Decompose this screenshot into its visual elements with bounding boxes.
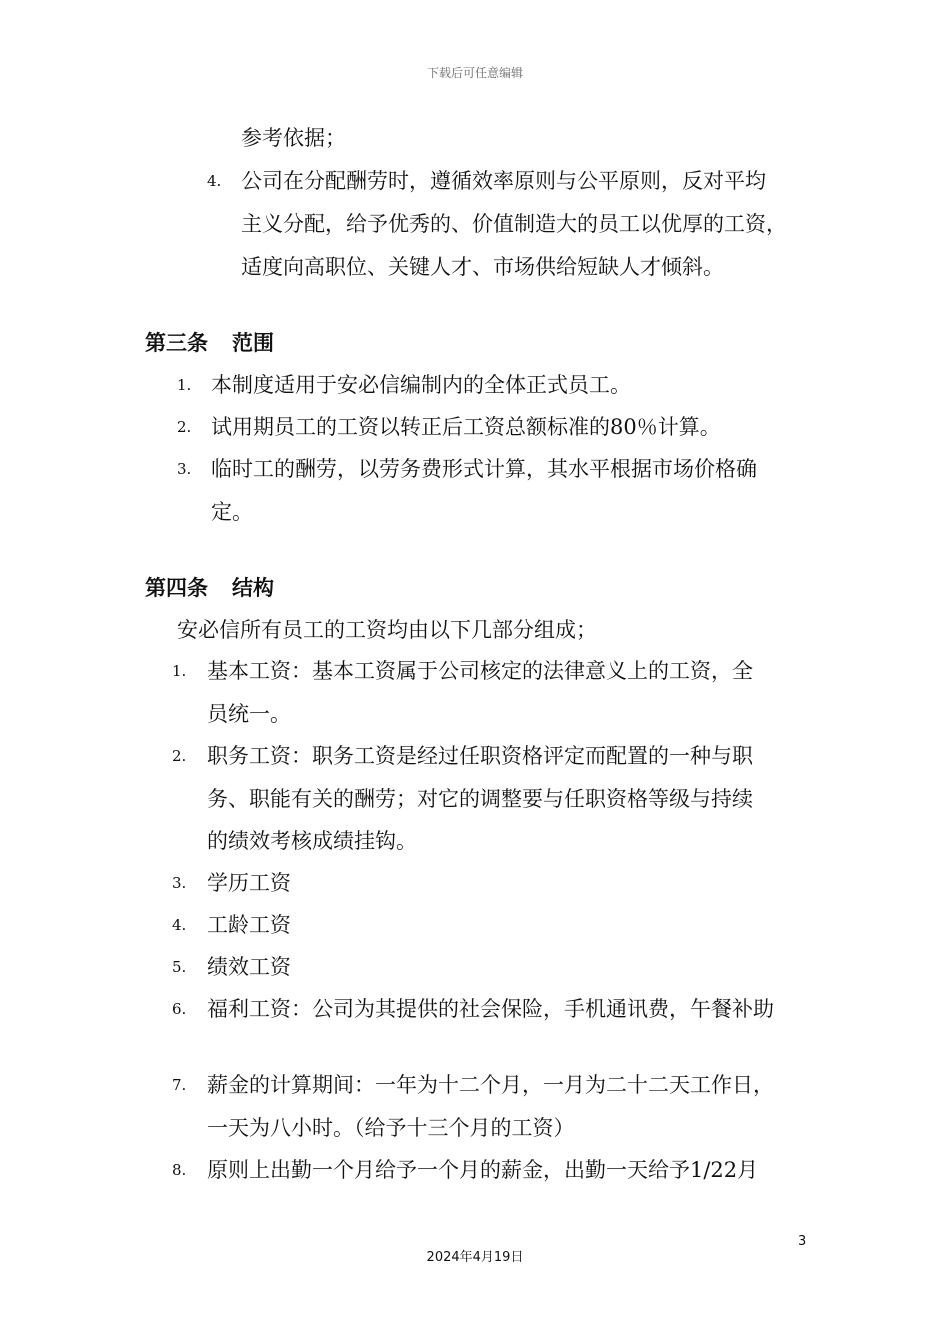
list-item-text: 基本工资：基本工资属于公司核定的法律意义上的工资，全 [207, 659, 753, 683]
list-item-number: 3. [172, 874, 187, 892]
list-item-number: 7. [172, 1076, 187, 1094]
list-item-text: 本制度适用于安必信编制内的全体正式员工。 [211, 373, 631, 397]
page-header: 下载后可任意编辑 [426, 66, 523, 80]
list-item-text: 的绩效考核成绩挂钩。 [207, 829, 417, 853]
list-item-number: 3. [177, 460, 192, 478]
list-item-text: 定。 [211, 500, 253, 524]
section-number: 第四条 [145, 576, 208, 600]
list-item-number: 4. [207, 172, 222, 190]
continuation-line: 参考依据； [241, 126, 346, 150]
section-heading [145, 328, 274, 358]
list-item-text: 员统一。 [207, 702, 291, 726]
list-item-number: 5. [172, 958, 187, 976]
page-number: 3 [798, 1234, 807, 1249]
section-intro: 安必信所有员工的工资均由以下几部分组成； [177, 618, 597, 642]
list-item-text: 主义分配，给予优秀的、价值制造大的员工以优厚的工资， [241, 212, 787, 236]
list-item-number: 1. [172, 662, 187, 680]
list-item-number: 2. [172, 747, 187, 765]
list-item-text: 适度向高职位、关键人才、市场供给短缺人才倾斜。 [241, 255, 724, 279]
section-heading [145, 573, 274, 603]
list-item-text: 务、职能有关的酬劳；对它的调整要与任职资格等级与持续 [207, 787, 753, 811]
list-item-text: 薪金的计算期间：一年为十二个月，一月为二十二天工作日， [207, 1073, 774, 1097]
section-title: 范围 [232, 331, 274, 355]
footer-date: 2024年4月19日 [426, 1250, 524, 1265]
list-item-text: 工龄工资 [207, 913, 291, 937]
list-item-text: 绩效工资 [207, 955, 291, 979]
list-item-text: 临时工的酬劳，以劳务费形式计算，其水平根据市场价格确 [211, 457, 757, 481]
list-item-text: 职务工资：职务工资是经过任职资格评定而配置的一种与职 [207, 744, 753, 768]
list-item-number: 1. [177, 376, 192, 394]
list-item-number: 4. [172, 916, 187, 934]
section-title: 结构 [232, 576, 274, 600]
list-item-number: 8. [172, 1161, 187, 1179]
list-item-text: 学历工资 [207, 871, 291, 895]
list-item-number: 6. [172, 1000, 187, 1018]
section-number: 第三条 [145, 331, 208, 355]
list-item-text: 原则上出勤一个月给予一个月的薪金，出勤一天给予1/22月 [207, 1158, 759, 1182]
list-item-text: 一天为八小时。（给予十三个月的工资） [207, 1116, 575, 1140]
list-item-text: 福利工资：公司为其提供的社会保险，手机通讯费，午餐补助 [207, 997, 774, 1021]
list-item-number: 2. [177, 418, 192, 436]
list-item-text: 试用期员工的工资以转正后工资总额标准的80％计算。 [211, 415, 721, 439]
list-item-text: 公司在分配酬劳时，遵循效率原则与公平原则，反对平均 [241, 169, 766, 193]
